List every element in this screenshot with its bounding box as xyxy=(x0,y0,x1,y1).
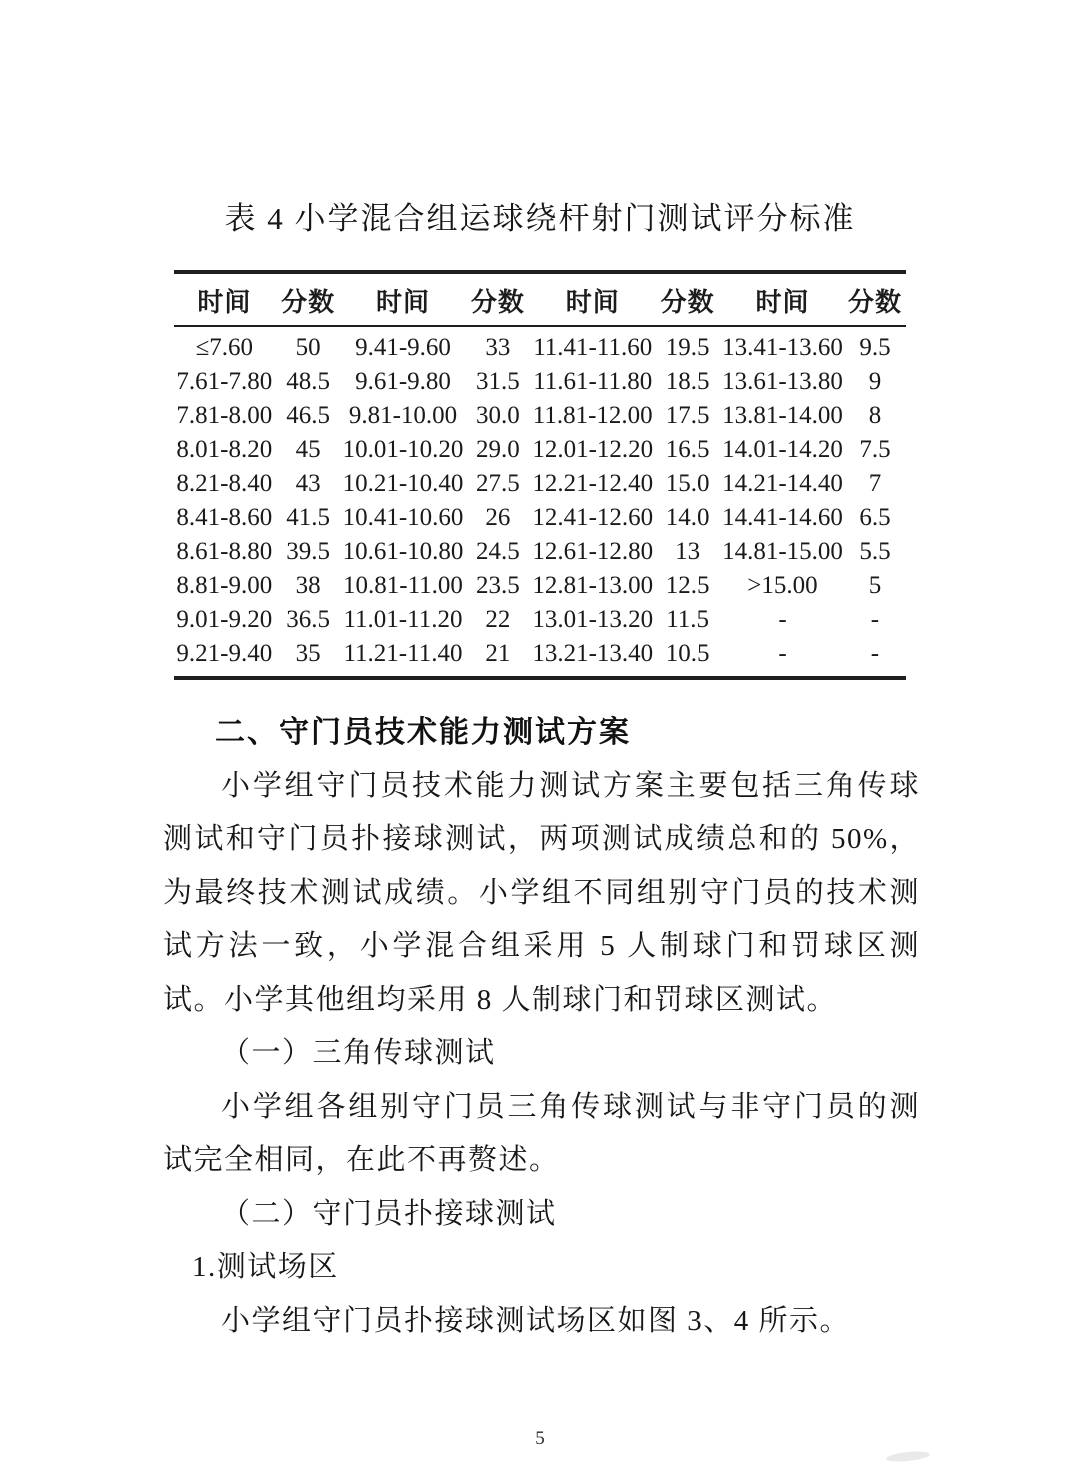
table-cell: 9.01-9.20 xyxy=(176,606,273,633)
column-header-time: 时间 xyxy=(721,272,844,326)
table-cell: 35 xyxy=(295,640,321,667)
table-cell: 41.5 xyxy=(286,504,330,531)
table-row xyxy=(174,365,906,399)
table-cell: 18.5 xyxy=(665,368,710,395)
table-cell: 10.5 xyxy=(665,640,710,667)
table-cell: 13.41-13.60 xyxy=(722,334,843,361)
table-cell: 12.21-12.40 xyxy=(532,470,654,497)
table-cell: 7.5 xyxy=(859,436,891,463)
table-cell: 12.41-12.60 xyxy=(532,504,654,531)
table-cell: 11.21-11.40 xyxy=(343,640,463,667)
table-cell: 39.5 xyxy=(286,538,330,565)
table-cell: 13.81-14.00 xyxy=(722,402,843,429)
table-cell: 14.01-14.20 xyxy=(722,436,843,463)
table-row xyxy=(174,326,906,365)
table-cell: - xyxy=(778,606,787,633)
table-cell: 9.5 xyxy=(859,334,891,361)
table-cell: 45 xyxy=(295,436,321,463)
table-cell: 22 xyxy=(485,606,511,633)
table-cell: 13.21-13.40 xyxy=(532,640,654,667)
table-cell: 8.61-8.80 xyxy=(176,538,273,565)
table-row xyxy=(174,433,906,467)
column-header-time: 时间 xyxy=(174,272,275,326)
table-cell: 29.0 xyxy=(475,436,520,463)
table-header-row xyxy=(174,272,906,326)
table-cell: ≤7.60 xyxy=(195,334,254,361)
table-cell: 30.0 xyxy=(475,402,520,429)
table-cell: 5 xyxy=(868,572,882,599)
table-row xyxy=(174,637,906,678)
table-cell: 7.61-7.80 xyxy=(176,368,273,395)
body-text xyxy=(163,706,920,1348)
table-cell: 11.5 xyxy=(666,606,710,633)
table-cell: 9.41-9.60 xyxy=(355,334,451,361)
table-row xyxy=(174,399,906,433)
table-cell: 13 xyxy=(675,538,701,565)
table-cell: 10.21-10.40 xyxy=(342,470,464,497)
table-cell: 16.5 xyxy=(665,436,710,463)
table-cell: 36.5 xyxy=(286,606,330,633)
table-cell: 14.21-14.40 xyxy=(722,470,843,497)
table-cell: 24.5 xyxy=(475,538,520,565)
section-heading: 二、守门员技术能力测试方案 xyxy=(215,716,631,749)
table-cell: 11.61-11.80 xyxy=(533,368,653,395)
numbered-item: 1.测试场区 xyxy=(192,1251,339,1283)
table-cell: 11.01-11.20 xyxy=(343,606,463,633)
column-header-time: 时间 xyxy=(531,272,654,326)
table-cell: 13.61-13.80 xyxy=(722,368,843,395)
table-cell: 10.01-10.20 xyxy=(342,436,464,463)
paragraph: 小学组守门员技术能力测试方案主要包括三角传球测试和守门员扑接球测试，两项测试成绩总和的 50%，为最终技术测试成绩。小学组不同组别守门员的技术测试方法一致，小学混合组采用 5 人制球门和罚球区测试。小学其他组均采用 8 人制球门和罚球区测试。 xyxy=(163,769,920,1016)
column-header-score: 分数 xyxy=(275,272,342,326)
table-cell: 10.61-10.80 xyxy=(342,538,464,565)
table-cell: 9 xyxy=(868,368,882,395)
table-cell: 11.41-11.60 xyxy=(533,334,653,361)
table-cell: 26 xyxy=(485,504,511,531)
table-cell: 23.5 xyxy=(475,572,520,599)
table-cell: - xyxy=(870,640,880,667)
table-cell: - xyxy=(778,640,787,667)
table-row xyxy=(174,501,906,535)
table-cell: 12.01-12.20 xyxy=(532,436,654,463)
table-row xyxy=(174,569,906,603)
page-number: 5 xyxy=(535,1428,545,1449)
paragraph: 小学组各组别守门员三角传球测试与非守门员的测试完全相同，在此不再赘述。 xyxy=(163,1090,920,1176)
table-cell: 10.81-11.00 xyxy=(343,572,463,599)
table-cell: 6.5 xyxy=(859,504,891,531)
table-cell: 5.5 xyxy=(859,538,891,565)
paragraph: 小学组守门员扑接球测试场区如图 3、4 所示。 xyxy=(221,1304,851,1337)
column-header-time: 时间 xyxy=(342,272,465,326)
sub-heading-1: （一）三角传球测试 xyxy=(221,1037,496,1069)
table-cell: 43 xyxy=(295,470,321,497)
scoring-table xyxy=(174,270,906,680)
table-cell: 10.41-10.60 xyxy=(342,504,464,531)
table-cell: 12.61-12.80 xyxy=(532,538,654,565)
table-row xyxy=(174,535,906,569)
table-cell: 12.5 xyxy=(665,572,710,599)
table-cell: 27.5 xyxy=(475,470,520,497)
table-cell: 8.41-8.60 xyxy=(176,504,273,531)
table-cell: 9.81-10.00 xyxy=(348,402,458,429)
table-cell: 12.81-13.00 xyxy=(532,572,654,599)
table-cell: 7 xyxy=(868,470,882,497)
table-cell: 15.0 xyxy=(665,470,710,497)
table-cell: 7.81-8.00 xyxy=(176,402,273,429)
table-cell: 46.5 xyxy=(286,402,330,429)
column-header-score: 分数 xyxy=(464,272,531,326)
table-cell: 9.21-9.40 xyxy=(176,640,273,667)
table-title: 表 4 小学混合组运球绕杆射门测试评分标准 xyxy=(224,201,856,236)
table-cell: 19.5 xyxy=(665,334,710,361)
table-cell: 17.5 xyxy=(665,402,710,429)
table-cell: 14.81-15.00 xyxy=(722,538,843,565)
table-cell: 8.01-8.20 xyxy=(176,436,273,463)
column-header-score: 分数 xyxy=(844,272,906,326)
table-cell: 50 xyxy=(295,334,321,361)
table-cell: 14.0 xyxy=(665,504,710,531)
table-cell: 11.81-12.00 xyxy=(532,402,653,429)
table-row xyxy=(174,603,906,637)
table-cell: >15.00 xyxy=(747,572,818,599)
table-cell: 8.81-9.00 xyxy=(176,572,273,599)
scan-artifact xyxy=(886,1450,931,1464)
table-cell: 8.21-8.40 xyxy=(176,470,273,497)
table-cell: 9.61-9.80 xyxy=(355,368,451,395)
table-cell: 31.5 xyxy=(475,368,520,395)
table-cell: 33 xyxy=(485,334,511,361)
table-cell: 38 xyxy=(295,572,321,599)
table-cell: 14.41-14.60 xyxy=(722,504,843,531)
column-header-score: 分数 xyxy=(654,272,721,326)
sub-heading-2: （二）守门员扑接球测试 xyxy=(221,1197,557,1230)
table-row xyxy=(174,467,906,501)
table-cell: - xyxy=(870,606,880,633)
table-cell: 21 xyxy=(485,640,511,667)
table-cell: 48.5 xyxy=(286,368,330,395)
table-cell: 13.01-13.20 xyxy=(532,606,654,633)
table-cell: 8 xyxy=(868,402,882,429)
